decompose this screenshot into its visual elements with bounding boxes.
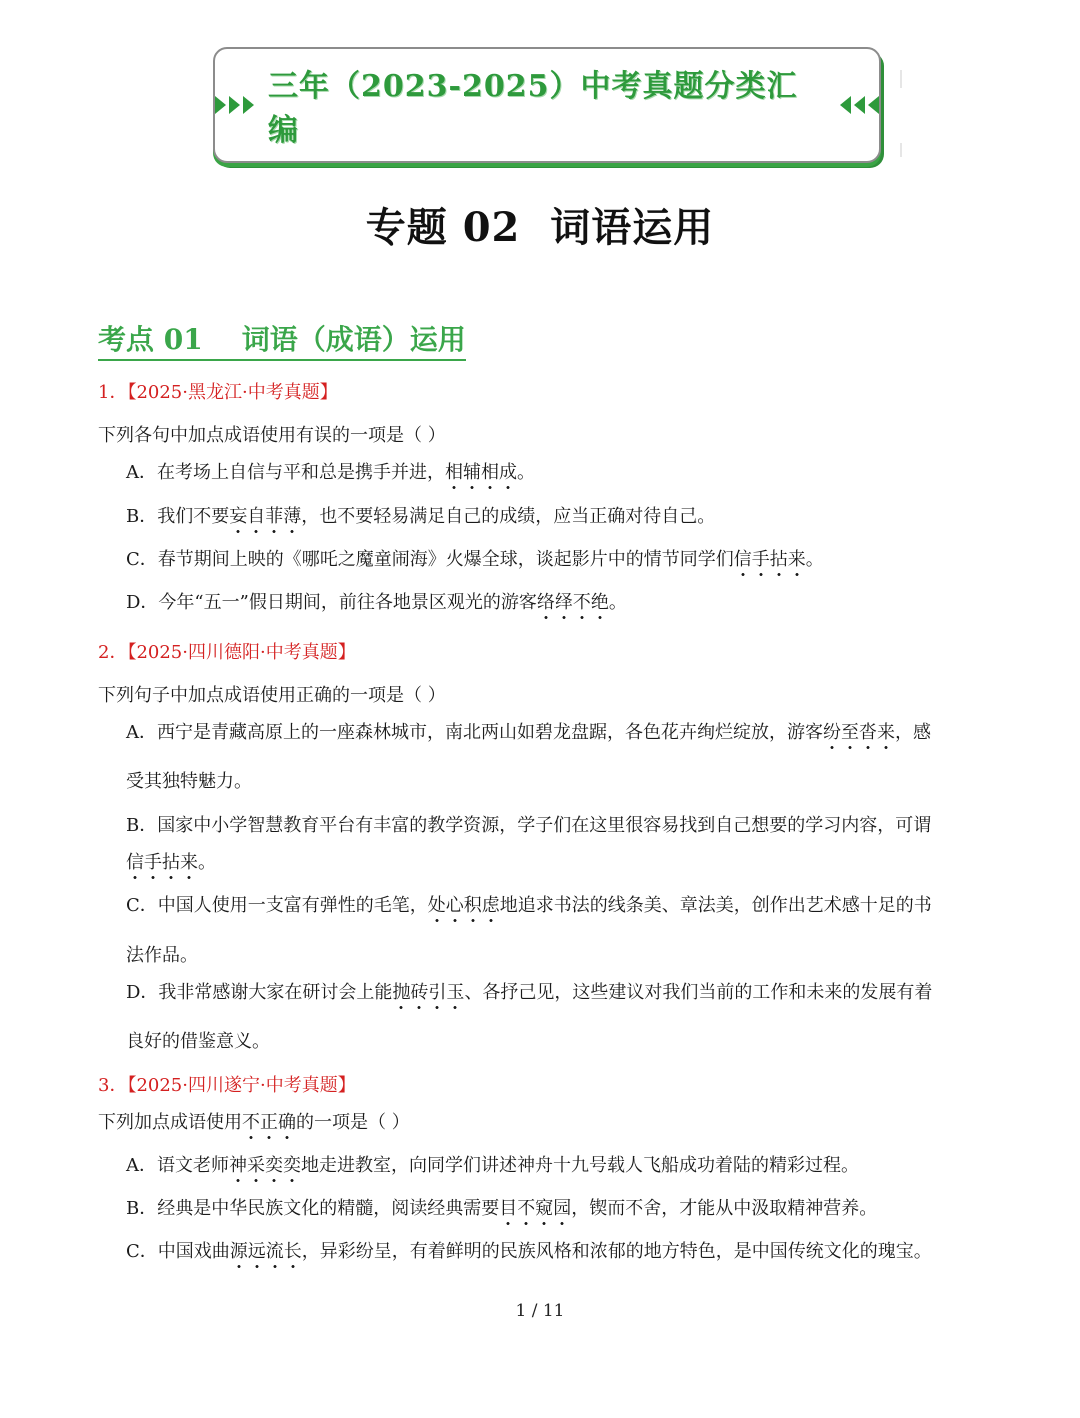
question-source: 【2025·四川遂宁·中考真题】 <box>127 1075 356 1096</box>
option-b: B．我们不要妄自菲薄，也不要轻易满足自己的成绩，应当正确对待自己。 <box>126 502 715 528</box>
question-number: 2． <box>98 642 128 663</box>
dotted-idiom: 信手拈来 <box>126 852 198 880</box>
dotted-idiom: 抛砖引玉 <box>392 982 464 1010</box>
question-source: 【2025·四川德阳·中考真题】 <box>127 642 356 663</box>
option-c: C．中国戏曲源远流长，异彩纷呈，有着鲜明的民族风格和浓郁的地方特色，是中国传统文化的瑰宝。 <box>126 1237 932 1263</box>
triple-arrow-left-icon <box>840 96 879 114</box>
question-source: 【2025·黑龙江·中考真题】 <box>127 382 338 403</box>
option-a: A．西宁是青藏高原上的一座森林城市，南北两山如碧龙盘踞，各色花卉绚烂绽放，游客纷至沓来，感 <box>126 718 931 744</box>
dotted-idiom: 源远流长 <box>230 1241 302 1269</box>
option-b-continuation: 信手拈来。 <box>126 848 216 874</box>
question-header <box>98 638 356 664</box>
option-c: C．春节期间上映的《哪吒之魔童闹海》火爆全球，谈起影片中的情节同学们信手拈来。 <box>126 545 824 571</box>
dotted-idiom: 目不窥园 <box>499 1198 571 1226</box>
dotted-idiom: 纷至沓来 <box>823 722 895 750</box>
option-d-continuation: 良好的借鉴意义。 <box>126 1031 270 1052</box>
section-number: 考点 01 <box>98 323 203 356</box>
edge-mark <box>900 143 902 157</box>
option-b: B．经典是中华民族文化的精髓，阅读经典需要目不窥园，锲而不舍，才能从中汲取精神营养。 <box>126 1194 877 1220</box>
question-number: 1． <box>98 382 128 403</box>
option-d: D．我非常感谢大家在研讨会上能抛砖引玉、各抒己见，这些建议对我们当前的工作和未来的发展有着 <box>126 978 932 1004</box>
dotted-idiom: 络绎不绝 <box>537 592 609 620</box>
question-header <box>98 1071 356 1097</box>
question-header <box>98 378 338 404</box>
question-stem: 下列各句中加点成语使用有误的一项是（ ） <box>98 425 446 446</box>
dotted-idiom: 处心积虑 <box>428 895 500 923</box>
option-d: D．今年“五一”假日期间，前往各地景区观光的游客络绎不绝。 <box>126 588 627 614</box>
series-banner <box>213 47 881 163</box>
triple-arrow-right-icon <box>215 96 254 114</box>
dotted-idiom: 信手拈来 <box>734 549 806 577</box>
question-number: 3． <box>98 1075 128 1096</box>
dotted-emphasis: 不正确 <box>242 1112 296 1140</box>
option-a: A．在考场上自信与平和总是携手并进，相辅相成。 <box>126 458 535 484</box>
option-a-continuation: 受其独特魅力。 <box>126 771 252 792</box>
question-stem: 下列加点成语使用不正确的一项是（ ） <box>98 1108 410 1134</box>
section-name: 词语（成语）运用 <box>241 323 466 356</box>
page-number: 1 / 11 <box>515 1301 565 1321</box>
question-stem: 下列句子中加点成语使用正确的一项是（ ） <box>98 685 446 706</box>
option-c: C．中国人使用一支富有弹性的毛笔，处心积虑地追求书法的线条美、章法美，创作出艺术感十足的书 <box>126 891 932 917</box>
dotted-idiom: 神采奕奕 <box>229 1155 301 1183</box>
banner-title: 三年（2023-2025）中考真题分类汇编 <box>268 69 798 148</box>
dotted-idiom: 相辅相成 <box>445 462 517 490</box>
option-c-continuation: 法作品。 <box>126 945 198 966</box>
topic-title: 专题 02 词语运用 <box>365 204 715 251</box>
dotted-idiom: 妄自菲薄 <box>229 506 301 534</box>
option-a: A．语文老师神采奕奕地走进教室，向同学们讲述神舟十九号载人飞船成功着陆的精彩过程。 <box>126 1151 859 1177</box>
edge-mark <box>900 70 902 88</box>
section-heading <box>98 318 466 361</box>
option-b: B．国家中小学智慧教育平台有丰富的教学资源，学子们在这里很容易找到自己想要的学习内容，可谓 <box>126 815 932 836</box>
